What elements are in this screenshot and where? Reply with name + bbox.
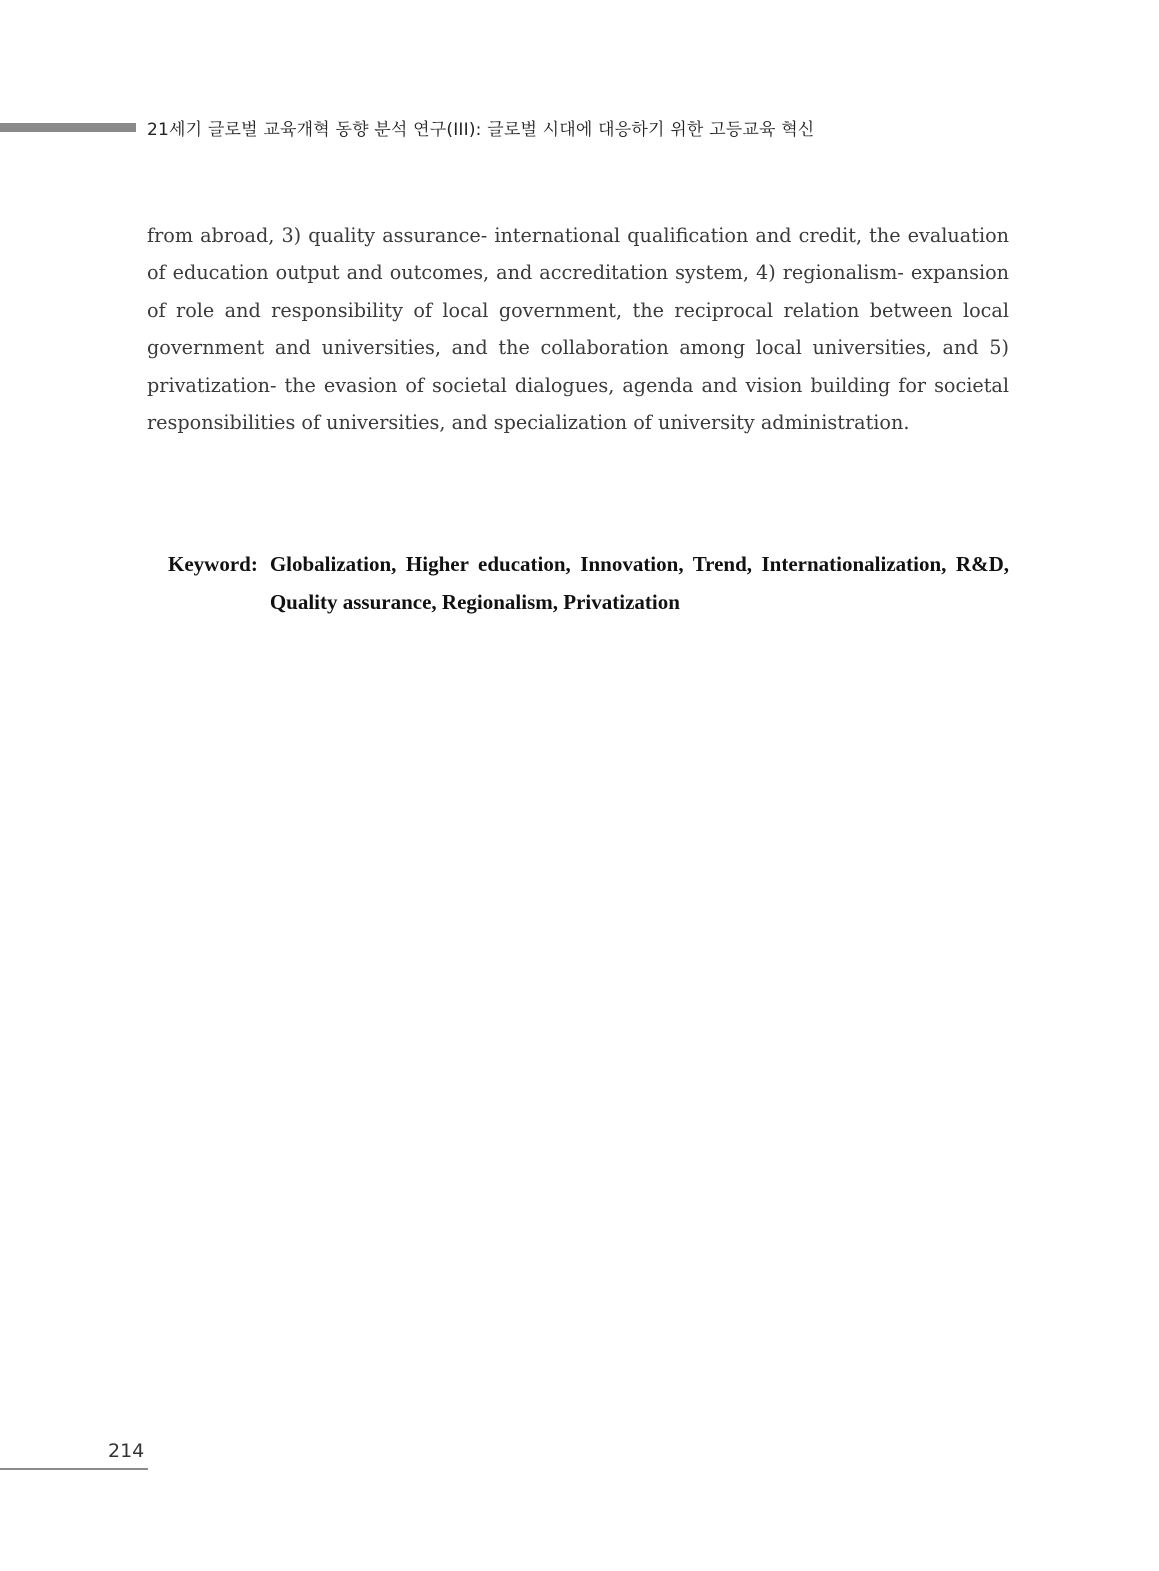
running-header-title: 21세기 글로벌 교육개혁 동향 분석 연구(III): 글로벌 시대에 대응하기 위한 고등교육 혁신	[147, 120, 815, 140]
footer-rule	[0, 1468, 148, 1470]
keyword-list: Globalization, Higher education, Innovation, Trend, Internationalization, R&D, Quality assurance, Regionalism, Privatization	[269, 552, 1009, 614]
abstract-paragraph: from abroad, 3) quality assurance- international qualification and credit, the evaluation of education output and outcomes, and accreditation system, 4) regionalism- expansion of role and responsibility of local government, the reciprocal relation between local government and universities, and the collaboration among local universities, and 5) privatization- the evasion of societal dialogues, agenda and vision building for societal responsibilities of universities, and specialization of university administration.	[147, 224, 1009, 435]
page-number: 214	[108, 1440, 145, 1462]
keyword-label: Keyword:	[168, 552, 258, 576]
header-decorative-bar	[0, 123, 136, 132]
keyword-section	[168, 546, 1009, 621]
